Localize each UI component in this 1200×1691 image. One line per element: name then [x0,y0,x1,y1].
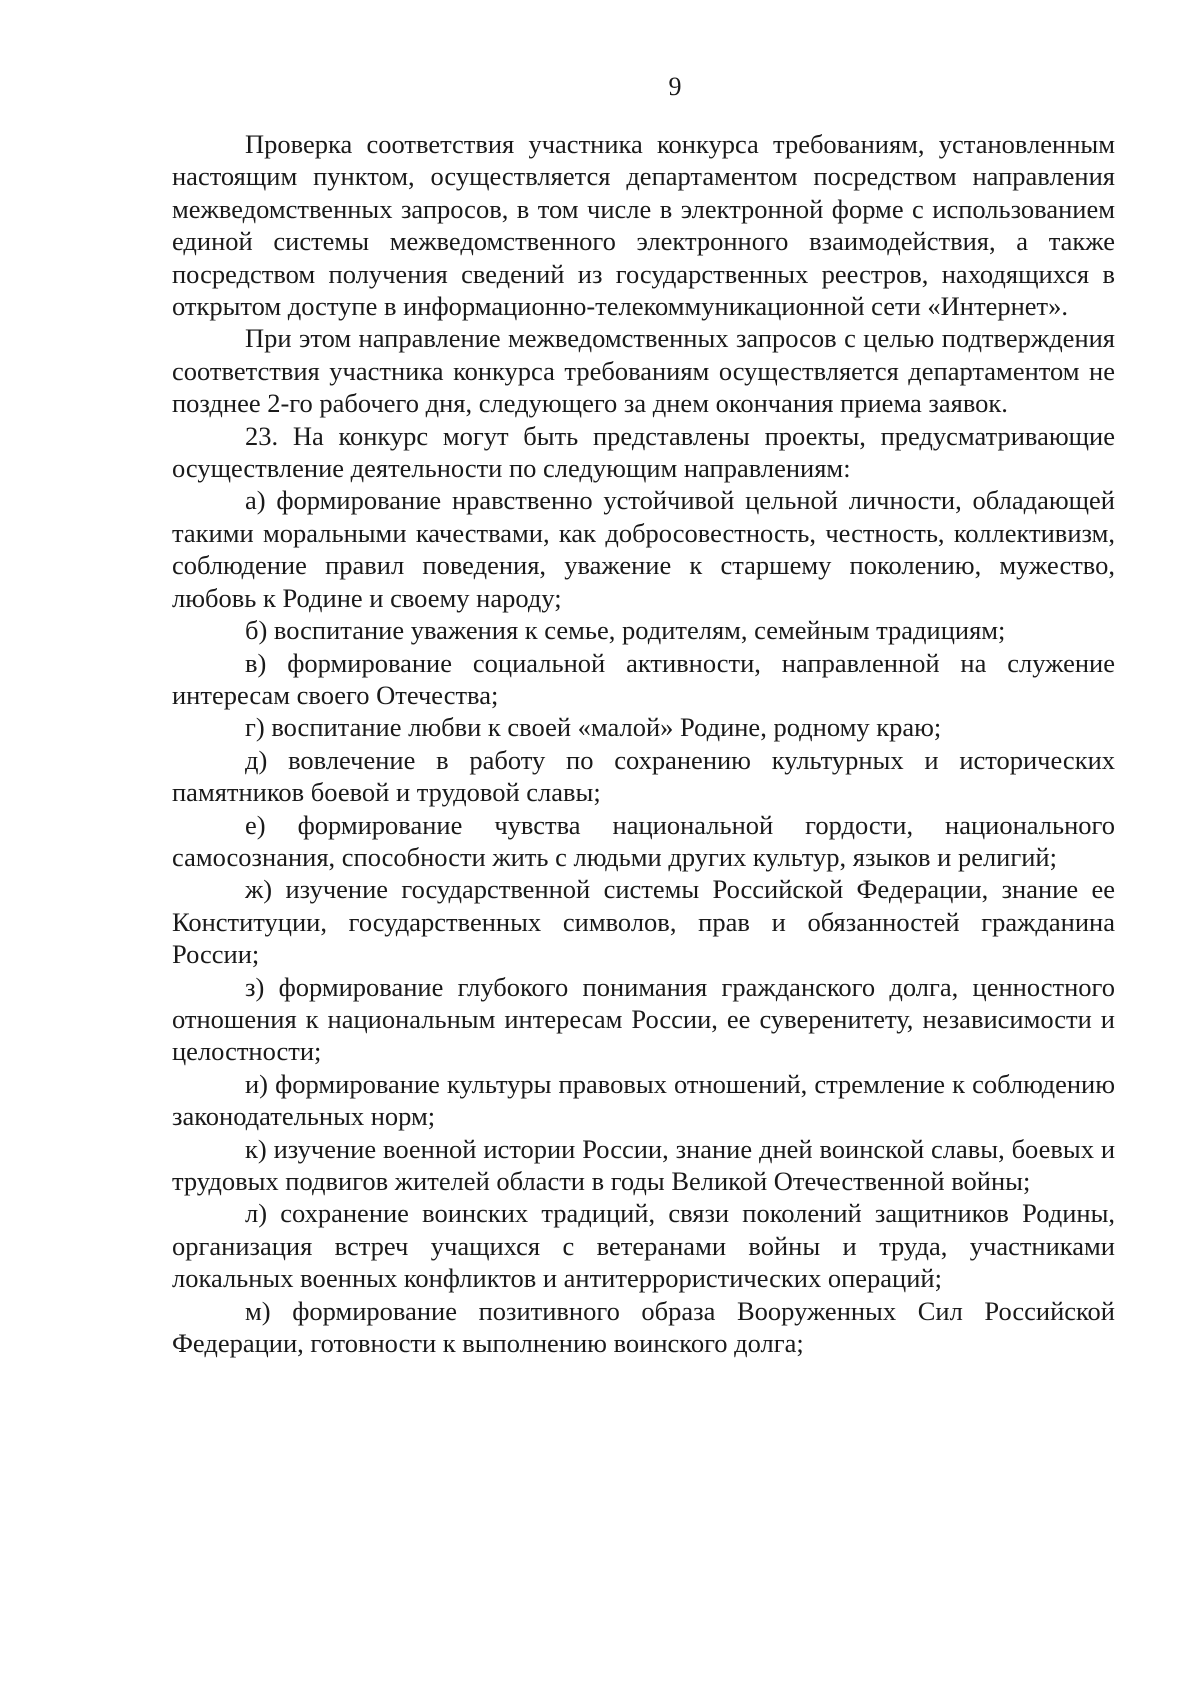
document-body [172,128,1115,1359]
list-item-g: г) воспитание любви к своей «малой» Родине, родному краю; [245,712,942,743]
list-item-d: д) вовлечение в работу по сохранению культурных и исторических памятников боевой и трудовой славы; [172,744,1115,808]
list-item-k: к) изучение военной истории России, знание дней воинской славы, боевых и трудовых подвигов жителей области в годы Великой Отечественной войны; [172,1133,1115,1196]
page-number: 9 [668,72,682,101]
list-item-a: а) формирование нравственно устойчивой цельной личности, обладающей такими моральными качествами, как добросовестность, честность, коллективизм, соблюдение правил поведения, уважение к старшему поколению, мужество, любовь к Родине и своему народу; [172,485,1115,613]
paragraph-item-23: 23. На конкурс могут быть представлены проекты, предусматривающие осуществление деятельности по следующим направлениям: [172,420,1115,484]
paragraph-verification: Проверка соответствия участника конкурса требованиям, установленным настоящим пунктом, осуществляется департаментом посредством направления межведомственных запросов, в том числе в электронной форме с использованием единой системы межведомственного электронного взаимодействия, а также посредством получения сведений из государственных реестров, находящихся в открытом доступе в информационно-телекоммуникационной сети «Интернет». [172,129,1115,322]
list-item-e: е) формирование чувства национальной гордости, национального самосознания, способности жить с людьми других культур, языков и религий; [172,809,1115,872]
list-item-l: л) сохранение воинских традиций, связи поколений защитников Родины, организация встреч учащихся с ветеранами войны и труда, участниками локальных военных конфликтов и антитеррористических операций; [172,1198,1115,1294]
list-item-v: в) формирование социальной активности, направленной на служение интересам своего Отечества; [172,647,1115,710]
list-item-z: з) формирование глубокого понимания гражданского долга, ценностного отношения к национальным интересам России, ее суверенитету, независимости и целостности; [172,971,1115,1067]
list-item-m: м) формирование позитивного образа Вооруженных Сил Российской Федерации, готовности к выполнению воинского долга; [172,1295,1115,1359]
list-item-i: и) формирование культуры правовых отношений, стремление к соблюдению законодательных норм; [172,1068,1115,1132]
list-item-zh: ж) изучение государственной системы Российской Федерации, знание ее Конституции, государственных символов, прав и обязанностей гражданина России; [172,874,1115,970]
paragraph-interagency-requests: При этом направление межведомственных запросов с целью подтверждения соответствия участника конкурса требованиям осуществляется департаментом не позднее 2-го рабочего дня, следующего за днем окончания приема заявок. [172,323,1115,419]
list-item-b: б) воспитание уважения к семье, родителям, семейным традициям; [245,615,1006,646]
